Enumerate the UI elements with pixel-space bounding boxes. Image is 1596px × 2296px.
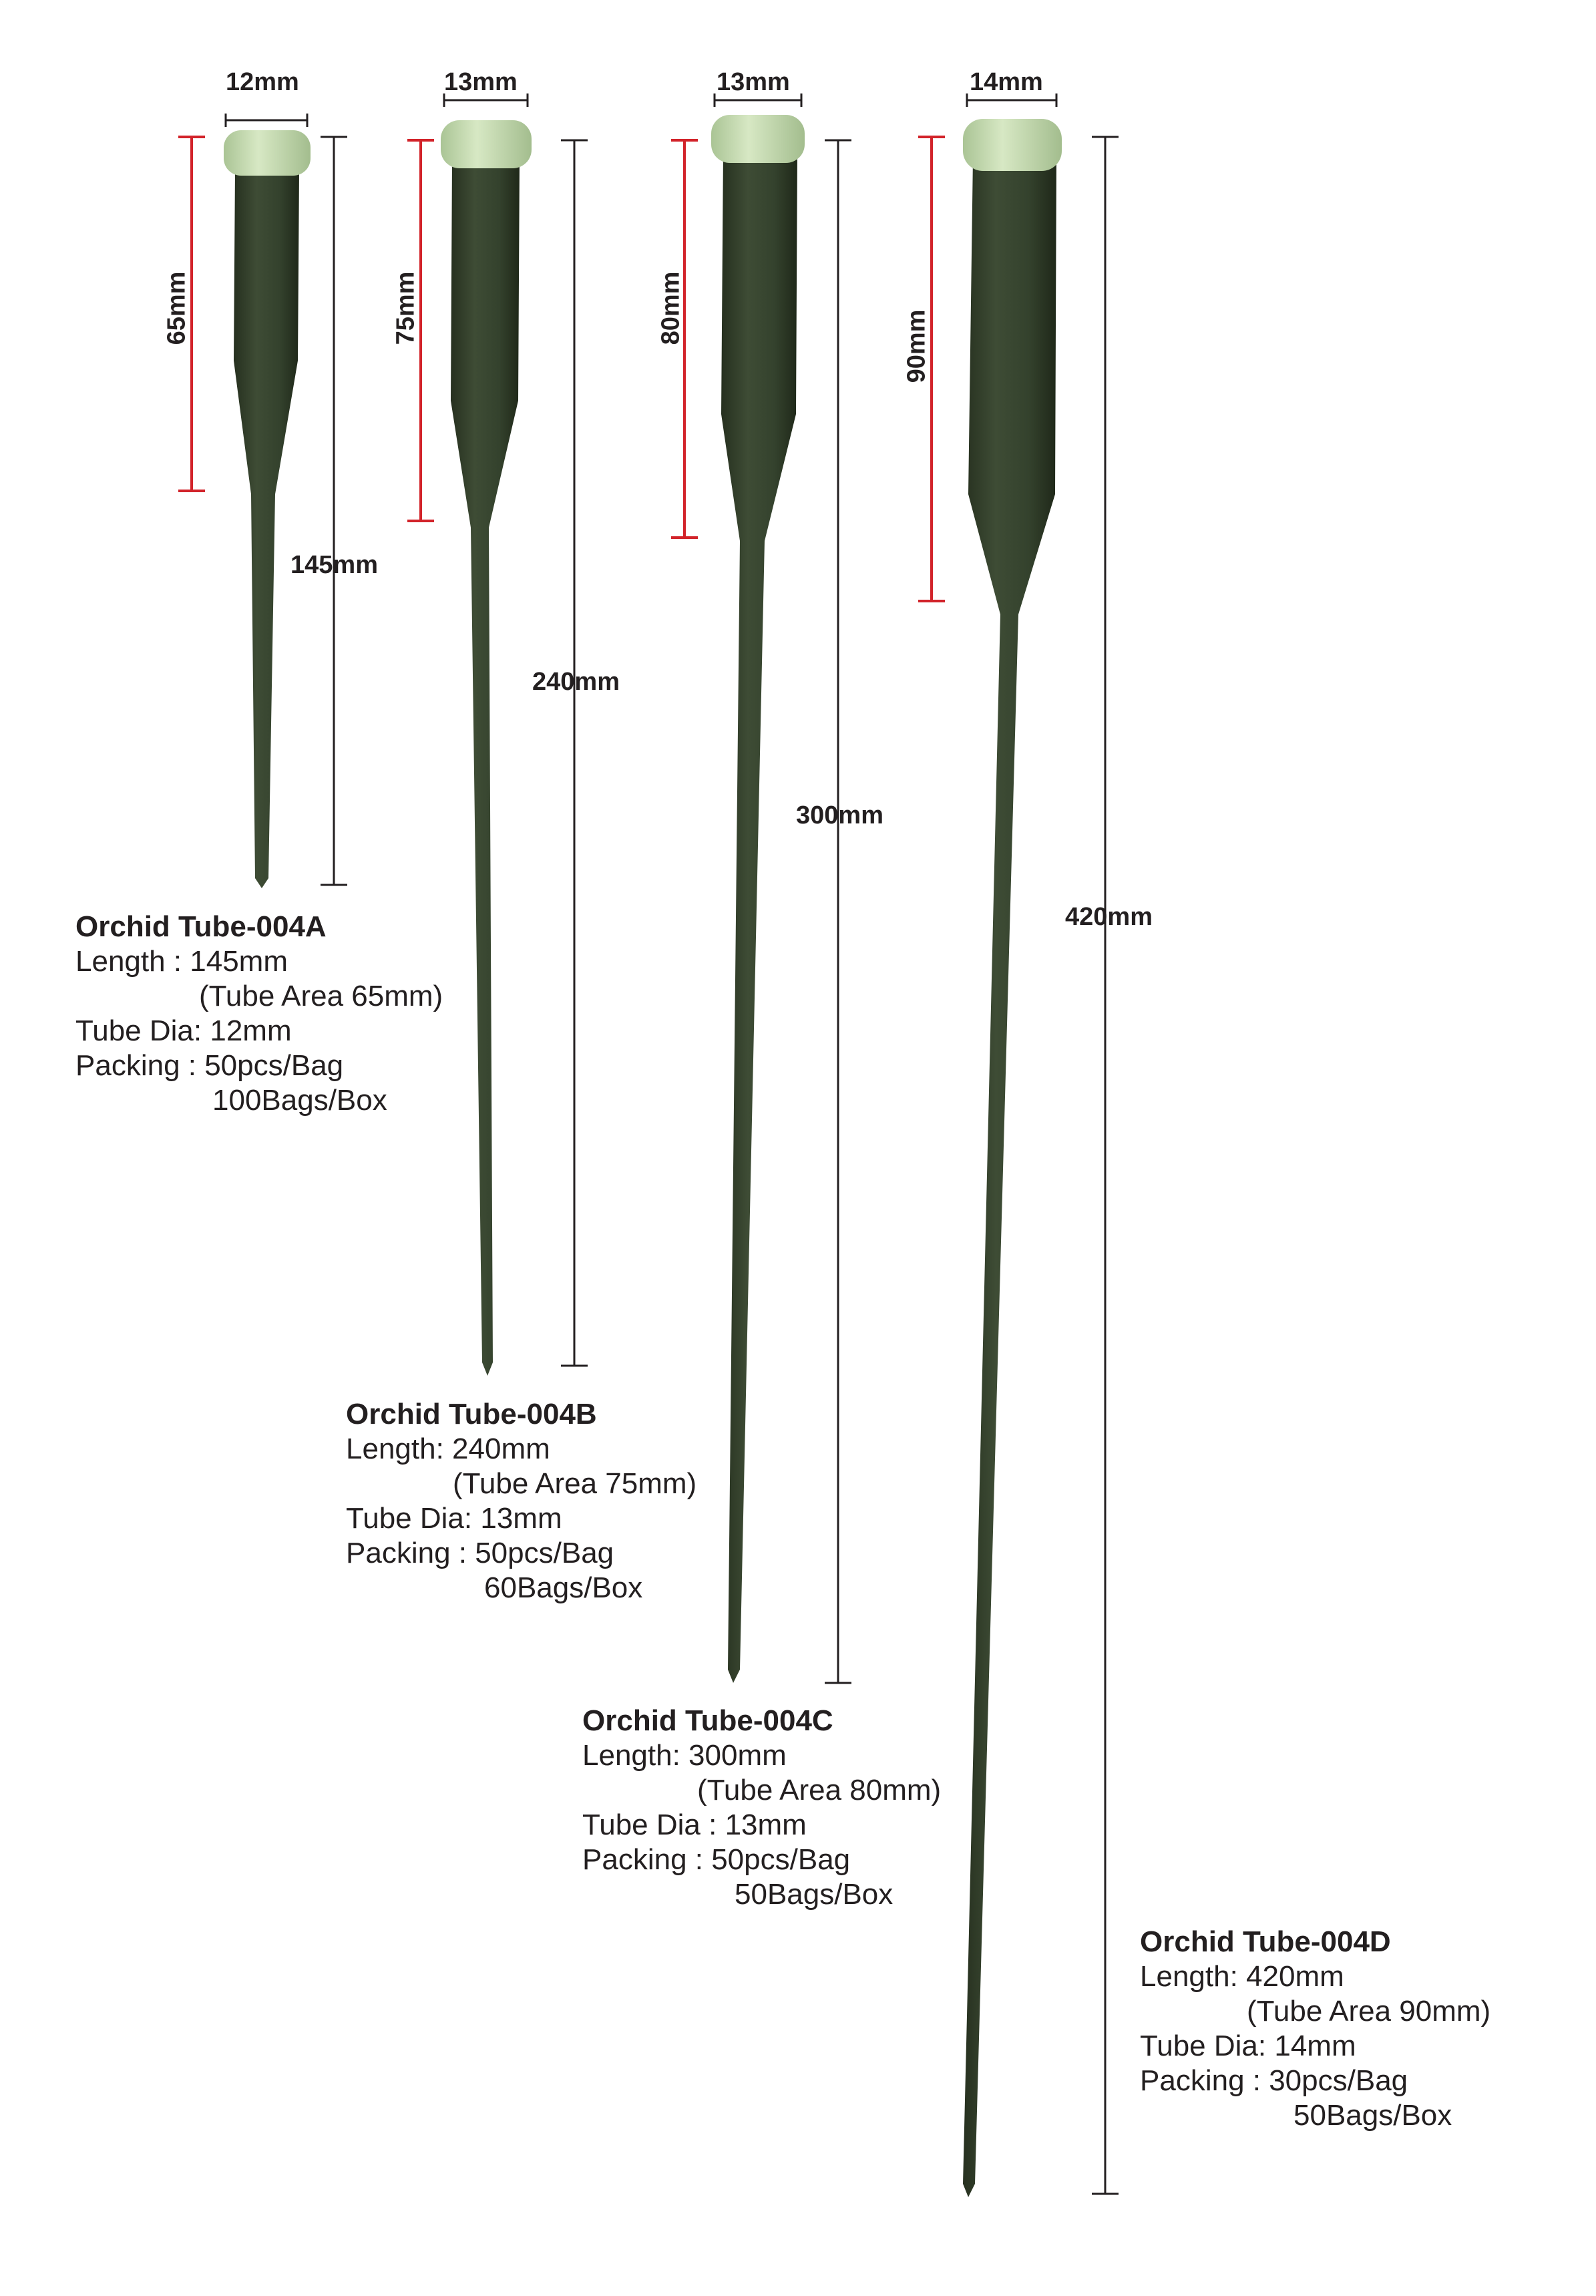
box-spec: 50Bags/Box bbox=[1293, 2099, 1452, 2132]
tube-c-length-label: 300mm bbox=[796, 801, 883, 829]
product-name: Orchid Tube-004C bbox=[582, 1704, 833, 1737]
orchid-tube-004d-image bbox=[963, 119, 1062, 2197]
tube-b-length-dimension bbox=[561, 140, 588, 1366]
tube-d-length-label: 420mm bbox=[1065, 903, 1153, 931]
product-name: Orchid Tube-004A bbox=[75, 910, 327, 943]
tube-c-width-label: 13mm bbox=[717, 68, 790, 96]
tube-a-width-label: 12mm bbox=[226, 68, 299, 96]
packing-spec: Packing : 30pcs/Bag bbox=[1140, 2064, 1408, 2097]
box-spec: 60Bags/Box bbox=[484, 1571, 643, 1604]
tube-dia-spec: Tube Dia: 14mm bbox=[1140, 2030, 1356, 2062]
orchid-tube-004b-image bbox=[441, 120, 532, 1376]
tube-b-tube-area-label: 75mm bbox=[391, 271, 420, 345]
tube-dia-spec: Tube Dia : 13mm bbox=[582, 1808, 807, 1841]
tube-b-width-label: 13mm bbox=[444, 68, 518, 96]
tube-d-tube-area-label: 90mm bbox=[902, 309, 931, 383]
tube-d-width-label: 14mm bbox=[970, 68, 1043, 96]
spec-block-004b bbox=[346, 1397, 696, 1605]
length-spec: Length : 145mm bbox=[75, 945, 288, 978]
length-spec: Length: 240mm bbox=[346, 1432, 550, 1465]
tube-d-length-dimension bbox=[1092, 137, 1119, 2194]
length-spec: Length: 420mm bbox=[1140, 1960, 1344, 1993]
packing-spec: Packing : 50pcs/Bag bbox=[346, 1537, 614, 1569]
box-spec: 50Bags/Box bbox=[735, 1878, 893, 1911]
box-spec: 100Bags/Box bbox=[212, 1084, 387, 1117]
tube-area-spec: (Tube Area 75mm) bbox=[453, 1467, 697, 1500]
spec-block-004d bbox=[1140, 1925, 1490, 2133]
spec-block-004c bbox=[582, 1704, 941, 1912]
spec-block-004a bbox=[75, 910, 443, 1118]
product-name: Orchid Tube-004D bbox=[1140, 1925, 1391, 1958]
tube-a-length-dimension bbox=[321, 137, 347, 885]
length-spec: Length: 300mm bbox=[582, 1739, 787, 1772]
tube-a-width-dimension bbox=[226, 114, 307, 127]
tube-dia-spec: Tube Dia: 12mm bbox=[75, 1014, 292, 1047]
tube-c-length-dimension bbox=[825, 140, 851, 1683]
tube-a-tube-area-label: 65mm bbox=[162, 271, 191, 345]
tube-area-spec: (Tube Area 80mm) bbox=[697, 1774, 942, 1806]
tube-area-spec: (Tube Area 90mm) bbox=[1247, 1995, 1491, 2028]
tube-b-length-label: 240mm bbox=[532, 668, 620, 696]
packing-spec: Packing : 50pcs/Bag bbox=[582, 1843, 851, 1876]
packing-spec: Packing : 50pcs/Bag bbox=[75, 1049, 344, 1082]
tube-c-tube-area-label: 80mm bbox=[656, 271, 685, 345]
orchid-tube-004c-image bbox=[711, 115, 805, 1683]
product-name: Orchid Tube-004B bbox=[346, 1398, 597, 1430]
orchid-tube-004a-image bbox=[224, 130, 311, 888]
tube-dia-spec: Tube Dia: 13mm bbox=[346, 1502, 562, 1535]
tube-area-spec: (Tube Area 65mm) bbox=[199, 980, 443, 1012]
tube-a-length-label: 145mm bbox=[290, 551, 378, 579]
